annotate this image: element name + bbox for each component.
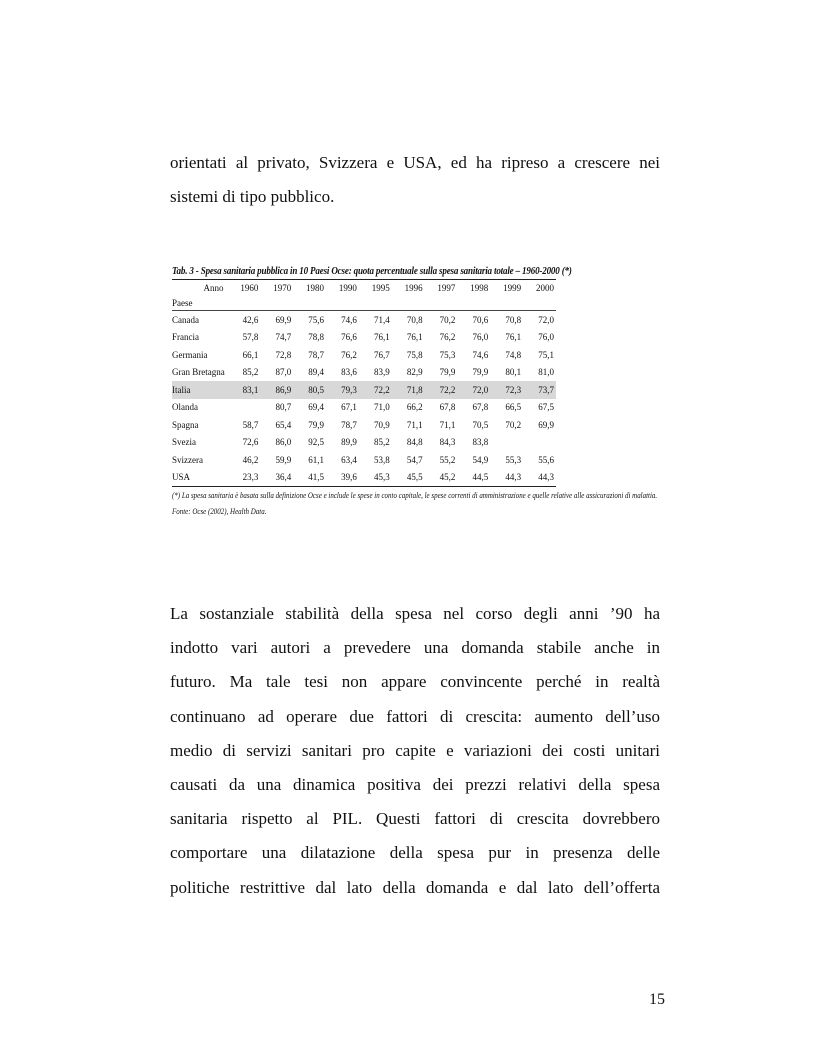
value-cell: 89,9 (341, 437, 357, 448)
value-cell: 81,0 (538, 367, 554, 378)
value-cell: 70,8 (406, 314, 423, 325)
value-cell: 44,5 (457, 469, 490, 487)
value-cell: 76,6 (341, 332, 357, 343)
table-row (172, 346, 556, 364)
value-cell: 76,2 (439, 332, 456, 343)
value-cell: 76,0 (538, 332, 554, 343)
value-cell: 23,3 (228, 469, 261, 487)
value-cell: 63,4 (341, 454, 357, 465)
value-cell: 75,8 (406, 349, 423, 360)
value-cell: 71,4 (373, 314, 390, 325)
value-cell: 70,6 (472, 314, 489, 325)
value-cell: 66,2 (406, 402, 423, 413)
value-cell: 76,1 (373, 332, 390, 343)
value-cell: 36,4 (260, 469, 293, 487)
country-cell: Svezia (172, 437, 196, 448)
value-cell: 70,2 (439, 314, 456, 325)
table-row (172, 364, 556, 382)
value-cell: 45,3 (359, 469, 392, 487)
value-cell: 89,4 (308, 367, 325, 378)
value-cell: 74,7 (275, 332, 292, 343)
value-cell: 84,3 (439, 437, 456, 448)
text-line: sistemi di tipo pubblico. (170, 187, 335, 207)
value-cell: 72,6 (242, 437, 259, 448)
value-cell: 61,1 (308, 454, 325, 465)
value-cell: 67,8 (472, 402, 489, 413)
value-cell: 67,1 (341, 402, 357, 413)
text-line: orientati al privato, Svizzera e USA, ed ha ripreso a crescere nei (170, 153, 660, 172)
value-cell: 54,9 (472, 454, 489, 465)
table-row (172, 329, 556, 347)
text-line: La sostanziale stabilità della spesa nel corso degli anni ’90 ha (170, 604, 660, 623)
table-row (172, 399, 556, 417)
value-cell: 67,8 (439, 402, 456, 413)
value-cell (490, 434, 523, 452)
value-cell: 72,0 (538, 314, 554, 325)
country-cell: Spagna (172, 419, 199, 430)
value-cell: 71,1 (439, 419, 456, 430)
value-cell: 58,7 (242, 419, 259, 430)
table-source: Fonte: Ocse (2002), Health Data. (172, 507, 267, 516)
value-cell: 78,7 (341, 419, 357, 430)
table-row (172, 416, 556, 434)
value-cell: 39,6 (326, 469, 359, 487)
value-cell: 41,5 (293, 469, 326, 487)
country-cell: Gran Bretagna (172, 367, 225, 378)
text-line: indotto vari autori a prevedere una domanda stabile anche in (170, 638, 660, 658)
value-cell: 70,5 (472, 419, 489, 430)
value-cell: 79,3 (326, 381, 359, 399)
value-cell: 82,9 (406, 367, 423, 378)
value-cell: 79,9 (308, 419, 325, 430)
year-header: 1990 (326, 280, 359, 296)
country-cell: USA (172, 469, 228, 487)
year-header: 1960 (228, 280, 261, 296)
value-cell: 72,0 (457, 381, 490, 399)
table-row (172, 469, 556, 487)
value-cell: 46,2 (242, 454, 259, 465)
value-cell: 53,8 (373, 454, 390, 465)
anno-label: Anno (172, 280, 228, 296)
country-cell: Canada (172, 314, 199, 325)
table-footnote: (*) La spesa sanitaria è basata sulla definizione Ocse e include le spese in conto capitale, le spese correnti di amministrazione e quelle relative alle assicurazioni di malattia. (172, 491, 658, 500)
table-title: Tab. 3 - Spesa sanitaria pubblica in 10 Paesi Ocse: quota percentuale sulla spesa sanitaria totale – 1960-2000 (*) (172, 266, 572, 277)
value-cell: 80,1 (505, 367, 522, 378)
value-cell: 72,2 (359, 381, 392, 399)
value-cell: 73,7 (523, 381, 556, 399)
value-cell: 78,7 (308, 349, 325, 360)
value-cell: 67,5 (538, 402, 554, 413)
value-cell: 76,2 (341, 349, 357, 360)
year-header: 1996 (392, 280, 425, 296)
text-line: sanitaria rispetto al PIL. Questi fattori di crescita dovrebbero (170, 809, 660, 829)
value-cell: 76,1 (406, 332, 423, 343)
paese-row (172, 295, 556, 311)
text-line: causati da una dinamica positiva dei prezzi relativi della spesa (170, 774, 660, 794)
year-header: 1997 (425, 280, 458, 296)
value-cell: 86,9 (260, 381, 293, 399)
country-cell: Olanda (172, 402, 198, 413)
value-cell: 65,4 (275, 419, 292, 430)
value-cell: 80,7 (275, 402, 292, 413)
value-cell: 75,3 (439, 349, 456, 360)
value-cell: 66,1 (242, 349, 259, 360)
value-cell: 70,8 (505, 314, 522, 325)
value-cell: 74,6 (341, 314, 357, 325)
value-cell: 75,1 (538, 349, 554, 360)
value-cell: 44,3 (523, 469, 556, 487)
value-cell: 76,1 (505, 332, 522, 343)
value-cell: 55,3 (505, 454, 522, 465)
table-row (172, 381, 556, 399)
table-row (172, 311, 556, 329)
data-table (172, 279, 556, 487)
value-cell: 69,4 (308, 402, 325, 413)
value-cell: 83,9 (373, 367, 390, 378)
main-paragraph (170, 597, 660, 905)
value-cell: 72,2 (425, 381, 458, 399)
value-cell: 83,1 (228, 381, 261, 399)
value-cell: 76,7 (373, 349, 390, 360)
text-line: futuro. Ma tale tesi non appare convincente perché in realtà (170, 672, 660, 692)
value-cell: 45,5 (392, 469, 425, 487)
text-line: continuano ad operare due fattori di crescita: aumento dell’uso (170, 706, 660, 726)
value-cell: 59,9 (275, 454, 292, 465)
paese-label: Paese (172, 295, 228, 311)
value-cell: 45,2 (425, 469, 458, 487)
value-cell: 85,2 (373, 437, 390, 448)
value-cell: 76,0 (472, 332, 489, 343)
year-header: 1998 (457, 280, 490, 296)
value-cell: 84,8 (406, 437, 423, 448)
year-header: 1980 (293, 280, 326, 296)
value-cell: 79,9 (439, 367, 456, 378)
value-cell: 79,9 (472, 367, 489, 378)
country-cell: Francia (172, 332, 199, 343)
page-number: 15 (649, 991, 665, 1008)
table-row (172, 451, 556, 469)
value-cell: 92,5 (308, 437, 325, 448)
value-cell: 74,6 (472, 349, 489, 360)
value-cell: 44,3 (490, 469, 523, 487)
value-cell: 57,8 (242, 332, 259, 343)
table-header-row (172, 280, 556, 296)
value-cell: 54,7 (406, 454, 423, 465)
value-cell: 83,8 (472, 437, 489, 448)
value-cell: 71,1 (406, 419, 423, 430)
value-cell (523, 434, 556, 452)
country-cell: Italia (172, 381, 228, 399)
value-cell: 87,0 (275, 367, 292, 378)
value-cell: 71,0 (373, 402, 390, 413)
value-cell: 70,2 (505, 419, 522, 430)
value-cell: 74,8 (505, 349, 522, 360)
value-cell: 69,9 (275, 314, 292, 325)
value-cell: 75,6 (308, 314, 325, 325)
value-cell: 55,2 (439, 454, 456, 465)
year-header: 1995 (359, 280, 392, 296)
value-cell: 66,5 (505, 402, 522, 413)
table-row (172, 434, 556, 452)
top-paragraph (170, 146, 660, 214)
value-cell: 55,6 (538, 454, 554, 465)
text-line: politiche restrittive dal lato della domanda e dal lato dell’offerta (170, 877, 660, 897)
data-table-figure (172, 266, 658, 519)
value-cell: 80,5 (293, 381, 326, 399)
country-cell: Germania (172, 349, 208, 360)
value-cell: 70,9 (373, 419, 390, 430)
value-cell: 42,6 (242, 314, 259, 325)
value-cell: 72,3 (490, 381, 523, 399)
country-cell: Svizzera (172, 454, 203, 465)
value-cell: 85,2 (242, 367, 259, 378)
value-cell (228, 399, 261, 417)
value-cell: 78,8 (308, 332, 325, 343)
text-line: medio di servizi sanitari pro capite e variazioni dei costi unitari (170, 740, 660, 760)
value-cell: 71,8 (392, 381, 425, 399)
year-header: 1999 (490, 280, 523, 296)
value-cell: 72,8 (275, 349, 292, 360)
text-line: comportare una dilatazione della spesa pur in presenza delle (170, 843, 660, 863)
value-cell: 69,9 (538, 419, 554, 430)
year-header: 2000 (523, 280, 556, 296)
value-cell: 83,6 (341, 367, 357, 378)
value-cell: 86,0 (275, 437, 292, 448)
year-header: 1970 (260, 280, 293, 296)
